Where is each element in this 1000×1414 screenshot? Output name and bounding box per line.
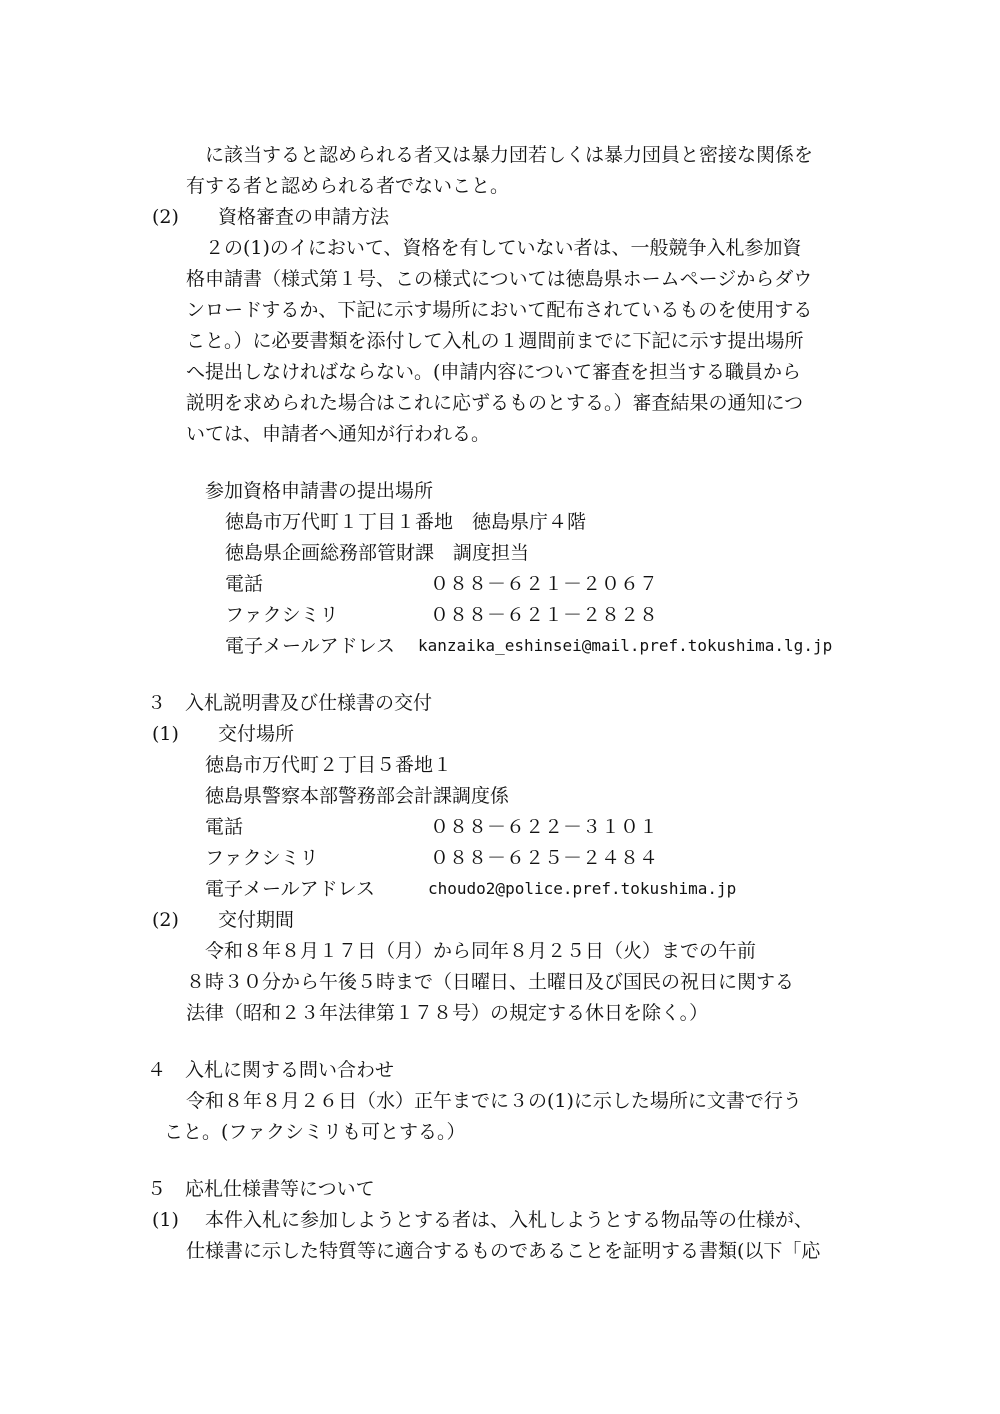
- subsection-number: (1): [152, 723, 179, 745]
- submit-place-dept: 徳島県企画総務部管財課 調度担当: [225, 542, 530, 564]
- phone-label: 電話: [225, 573, 264, 595]
- fax-number: ０８８－６２１－２８２８: [430, 604, 659, 626]
- body-line: 令和８年８月１７日（月）から同年８月２５日（火）までの午前: [205, 940, 757, 962]
- submit-place-address: 徳島市万代町１丁目１番地 徳島県庁４階: [225, 511, 587, 533]
- subsection-number: (2): [152, 909, 179, 931]
- body-line: 有する者と認められる者でないこと。: [186, 175, 510, 197]
- email-label: 電子メールアドレス: [225, 635, 396, 657]
- body-line: ８時３０分から午後５時まで（日曜日、土曜日及び国民の祝日に関する: [186, 971, 795, 993]
- email-label: 電子メールアドレス: [205, 878, 376, 900]
- body-line: いては、申請者へ通知が行われる。: [186, 423, 491, 445]
- body-line: に該当すると認められる者又は暴力団若しくは暴力団員と密接な関係を: [205, 144, 814, 166]
- section-heading: ５ 応札仕様書等について: [147, 1178, 375, 1200]
- subsection-number: (2): [152, 206, 179, 228]
- section-heading: ３ 入札説明書及び仕様書の交付: [147, 692, 433, 714]
- issue-place-dept: 徳島県警察本部警務部会計課調度係: [205, 785, 510, 807]
- body-line: 説明を求められた場合はこれに応ずるものとする。）審査結果の通知につ: [186, 392, 804, 414]
- email-address[interactable]: kanzaika_eshinsei@mail.pref.tokushima.lg.jp: [418, 636, 833, 655]
- fax-number: ０８８－６２５－２４８４: [430, 847, 659, 869]
- phone-number: ０８８－６２２－３１０１: [430, 816, 659, 838]
- section-heading: ４ 入札に関する問い合わせ: [147, 1059, 395, 1081]
- submit-place-title: 参加資格申請書の提出場所: [205, 480, 434, 502]
- fax-label: ファクシミリ: [225, 604, 339, 626]
- subsection-heading: 交付場所: [218, 723, 295, 745]
- body-line: 格申請書（様式第１号、この様式については徳島県ホームページからダウ: [186, 268, 813, 290]
- body-line: ンロードするか、下記に示す場所において配布されているものを使用する: [186, 299, 813, 321]
- body-line: こと。(ファクシミリも可とする。）: [164, 1121, 466, 1143]
- subsection-heading: 交付期間: [218, 909, 295, 931]
- body-line: ２の(1)のイにおいて、資格を有していない者は、一般競争入札参加資: [205, 237, 802, 259]
- body-line: 令和８年８月２６日（水）正午までに３の(1)に示した場所に文書で行う: [186, 1090, 802, 1112]
- subsection-heading: 資格審査の申請方法: [218, 206, 390, 228]
- body-line: へ提出しなければならない。(申請内容について審査を担当する職員から: [186, 361, 802, 383]
- body-line: 本件入札に参加しようとする者は、入札しようとする物品等の仕様が、: [205, 1209, 814, 1231]
- body-line: 仕様書に示した特質等に適合するものであることを証明する書類(以下「応: [186, 1240, 821, 1262]
- fax-label: ファクシミリ: [205, 847, 319, 869]
- phone-number: ０８８－６２１－２０６７: [430, 573, 659, 595]
- body-line: 法律（昭和２３年法律第１７８号）の規定する休日を除く。）: [186, 1002, 709, 1024]
- subsection-number: (1): [152, 1209, 179, 1231]
- email-address[interactable]: choudo2@police.pref.tokushima.jp: [428, 879, 737, 898]
- issue-place-address: 徳島市万代町２丁目５番地１: [205, 754, 453, 776]
- body-line: こと。）に必要書類を添付して入札の１週間前までに下記に示す提出場所: [186, 330, 804, 352]
- phone-label: 電話: [205, 816, 244, 838]
